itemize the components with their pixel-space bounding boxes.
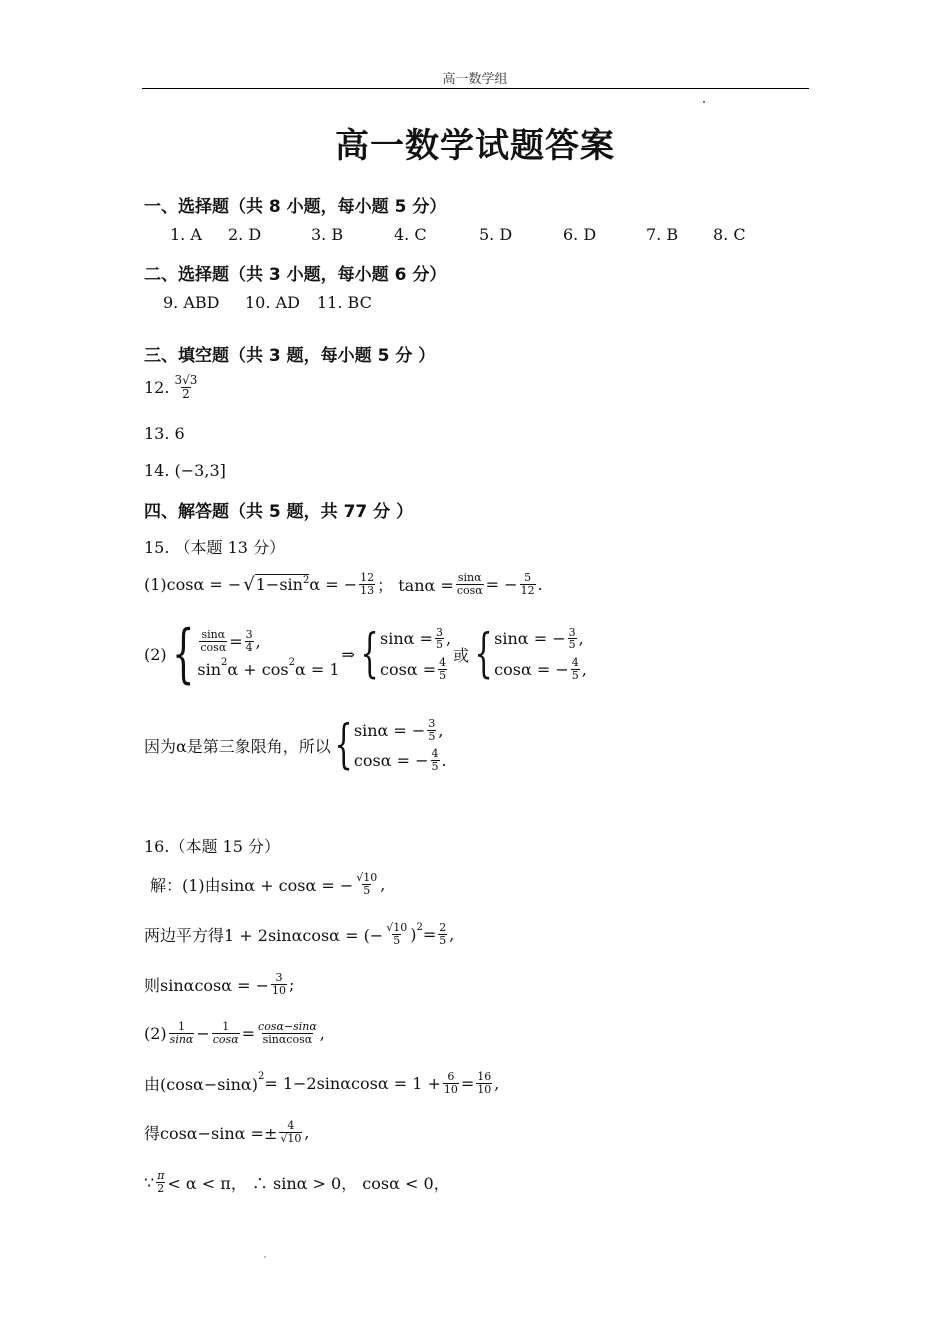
comma: , (255, 632, 261, 651)
text: = 1−2sinαcosα = 1 + (264, 1073, 441, 1093)
answer-3: 3. B (311, 225, 344, 244)
exp: 2 (257, 1070, 265, 1082)
frac-num: 5 (524, 571, 532, 584)
text: (2) (144, 1023, 167, 1043)
answer-1: 1. A (170, 225, 202, 244)
fraction (568, 627, 577, 651)
system-row (494, 657, 587, 681)
comma: , (445, 629, 452, 649)
frac-num: 1 (178, 1020, 186, 1033)
q15-p1-frac2 (456, 572, 484, 596)
frac-den: 5 (439, 933, 447, 947)
fraction (385, 922, 408, 946)
text: sinα = − (494, 629, 566, 649)
frac-num: 1 (222, 1020, 230, 1033)
frac-num: 3 (245, 628, 253, 642)
implies-arrow: ⇒ (341, 644, 355, 664)
answer-12 (144, 374, 200, 400)
sqrt-sign: √ (243, 573, 255, 595)
frac-den: 5 (431, 759, 439, 773)
period: . (441, 750, 447, 770)
q15-p1-frac3 (520, 572, 536, 596)
frac-den: cosα (212, 1032, 239, 1046)
q15-p1-text-a: (1)cosα = − (144, 574, 242, 594)
sin-over-cos (199, 629, 227, 653)
frac-den: 5 (428, 729, 436, 743)
frac-den: 5 (435, 638, 443, 652)
text: 则sinαcosα = − (144, 975, 270, 995)
answer-5: 5. D (479, 225, 513, 244)
section-1-heading: 一、选择题（共 8 小题，每小题 5 分） (144, 197, 447, 217)
frac-den: cosα (456, 583, 483, 597)
text: 解：(1)由sinα + cosα = − (150, 875, 354, 895)
solution-1 (380, 627, 451, 681)
frac-num: π (157, 1169, 165, 1182)
q16-line6 (144, 1120, 309, 1144)
text: sin (197, 659, 222, 679)
frac-num: sinα (201, 628, 226, 642)
answer-11: 11. BC (317, 293, 372, 312)
system-row (197, 656, 340, 679)
frac-num: 3 (275, 971, 283, 984)
q15-p1-text-e: . (537, 574, 543, 594)
text: α = 1 (294, 659, 340, 679)
frac-num: 6 (447, 1070, 455, 1083)
frac-den: 10 (477, 1082, 492, 1096)
answer-13: 13. 6 (144, 424, 185, 443)
q15-p1-radicand (255, 574, 310, 594)
frac-den: 5 (439, 668, 447, 682)
q15-p2-system (197, 629, 339, 678)
radicand-text: 1−sin (255, 575, 303, 595)
fraction (431, 748, 440, 772)
frac-num: 3 (435, 625, 443, 639)
frac-den: √10 (280, 1131, 302, 1145)
left-brace: { (360, 624, 379, 684)
q15-p1-frac1 (359, 572, 375, 596)
fraction (169, 1021, 195, 1045)
frac-den: 5 (571, 668, 579, 682)
left-brace: { (171, 617, 195, 691)
text: α + cos (227, 659, 289, 679)
comma: , (380, 874, 386, 894)
text: < α < π， ∴ sinα > 0， cosα < 0， (167, 1173, 450, 1193)
frac-num: 4 (431, 747, 439, 761)
frac-num: √10 (356, 871, 378, 884)
system-row (380, 657, 451, 681)
text: cosα = (380, 659, 437, 679)
frac-num: 3 (568, 625, 576, 639)
page-header: 高一数学组 (442, 72, 508, 87)
semicolon: ; (289, 974, 295, 994)
frac-den: 2 (157, 1181, 165, 1195)
q15-heading: 15. （本题 13 分） (144, 538, 286, 557)
frac-den: cosα (200, 641, 227, 654)
q12-label: 12. (144, 377, 170, 397)
text: 得cosα−sinα =± (144, 1123, 278, 1143)
q15-part2 (144, 617, 587, 691)
fraction (212, 1021, 240, 1045)
fraction (476, 1071, 492, 1095)
fraction (438, 657, 447, 681)
comma: , (449, 924, 455, 944)
solution-2 (494, 627, 587, 681)
frac-num: 3 (428, 717, 436, 730)
text: cosα = − (494, 659, 569, 679)
system-row (494, 627, 587, 651)
or-word: 或 (453, 645, 470, 665)
fraction (571, 657, 580, 681)
speck-mark (264, 1256, 266, 1258)
comma: , (319, 1023, 325, 1043)
answer-6: 6. D (563, 225, 597, 244)
fraction (443, 1071, 459, 1095)
exp: 2 (288, 656, 295, 668)
left-brace: { (474, 624, 493, 684)
system-row (354, 718, 447, 742)
section-3-heading: 三、填空题（共 3 题，每小题 5 分 ） (144, 346, 436, 366)
answer-9: 9. ABD (163, 293, 220, 312)
frac-num: √10 (386, 921, 408, 934)
q15-part1 (144, 572, 543, 596)
frac-den: 4 (245, 641, 253, 654)
frac-num: 2 (439, 921, 447, 934)
three-quarters (245, 629, 254, 653)
answer-10: 10. AD (245, 293, 300, 312)
q15-p1-text-d: = − (485, 574, 518, 594)
frac-den: 5 (363, 883, 371, 897)
text: sinα = (380, 629, 433, 649)
section-4-heading: 四、解答题（共 5 题，共 77 分 ） (144, 502, 414, 522)
fraction (279, 1120, 302, 1144)
eq-sign: = (241, 1023, 256, 1043)
eq-sign: = (460, 1073, 475, 1093)
answer-4: 4. C (394, 225, 427, 244)
minus: − (196, 1023, 210, 1043)
q16-line2 (144, 922, 454, 946)
fraction (355, 872, 378, 896)
radicand-exp: 2 (302, 575, 310, 587)
text: sinα = − (353, 720, 426, 740)
answer-8: 8. C (713, 225, 746, 244)
frac-num: cosα−sinα (258, 1020, 317, 1033)
frac-den: 10 (443, 1082, 458, 1096)
comma: , (494, 1073, 500, 1093)
eq-sign: = (229, 632, 243, 651)
fraction (435, 627, 444, 651)
q15-p1-text-c: ； tanα = (377, 575, 454, 595)
system-row (380, 627, 451, 651)
text: 两边平方得1 + 2sinαcosα = (− (144, 925, 384, 945)
q16-line4 (144, 1021, 325, 1045)
fraction (271, 972, 287, 996)
fraction (438, 922, 447, 946)
frac-den: 5 (568, 638, 576, 652)
answer-7: 7. B (646, 225, 679, 244)
frac-num: 12 (360, 571, 375, 584)
q15-p2-label: (2) (144, 644, 167, 664)
text: = (422, 924, 437, 944)
speck-mark (703, 101, 705, 103)
frac-den: sinαcosα (262, 1032, 313, 1046)
header-rule (142, 88, 809, 89)
q12-denominator: 2 (182, 386, 190, 401)
frac-den: sinα (169, 1032, 194, 1046)
comma: , (304, 1122, 310, 1142)
section-2-heading: 二、选择题（共 3 小题，每小题 6 分） (144, 265, 447, 285)
q15-part3 (144, 715, 447, 776)
q12-fraction (173, 374, 198, 400)
system-row (197, 629, 339, 653)
left-brace: { (334, 715, 353, 776)
comma: , (581, 659, 587, 679)
q16-line5 (144, 1071, 499, 1095)
answer-2: 2. D (228, 225, 262, 244)
frac-den: 10 (272, 983, 287, 997)
system-row (354, 748, 447, 772)
q15-p1-text-b: α = − (309, 574, 358, 594)
q16-heading: 16.（本题 15 分） (144, 837, 280, 856)
q15-p3-text: 因为α是第三象限角，所以 (144, 736, 331, 756)
q16-line1 (150, 872, 385, 896)
text: ) (410, 924, 417, 944)
final-solution (354, 718, 447, 772)
fraction (257, 1021, 318, 1045)
frac-num: 4 (439, 656, 447, 669)
frac-num: 16 (477, 1070, 492, 1083)
frac-den: 13 (360, 583, 375, 597)
frac-num: 4 (571, 656, 579, 669)
text: 由(cosα−sinα) (144, 1074, 258, 1094)
frac-den: 12 (520, 583, 535, 597)
comma: , (438, 720, 444, 740)
q12-numerator: 3√3 (174, 373, 198, 387)
fraction (427, 718, 436, 742)
document-title: 高一数学试题答案 (335, 126, 615, 166)
exp: 2 (416, 921, 423, 933)
q16-line7 (144, 1170, 450, 1194)
fraction (156, 1170, 165, 1194)
frac-num: sinα (457, 571, 482, 584)
text: cosα = − (353, 750, 429, 770)
exp: 2 (221, 656, 228, 668)
because-symbol: ∵ (144, 1172, 155, 1192)
comma: , (578, 629, 584, 649)
frac-num: 4 (287, 1119, 295, 1132)
answer-14: 14. (−3,3] (144, 461, 226, 480)
frac-den: 5 (393, 933, 401, 947)
q16-line3 (144, 972, 294, 996)
